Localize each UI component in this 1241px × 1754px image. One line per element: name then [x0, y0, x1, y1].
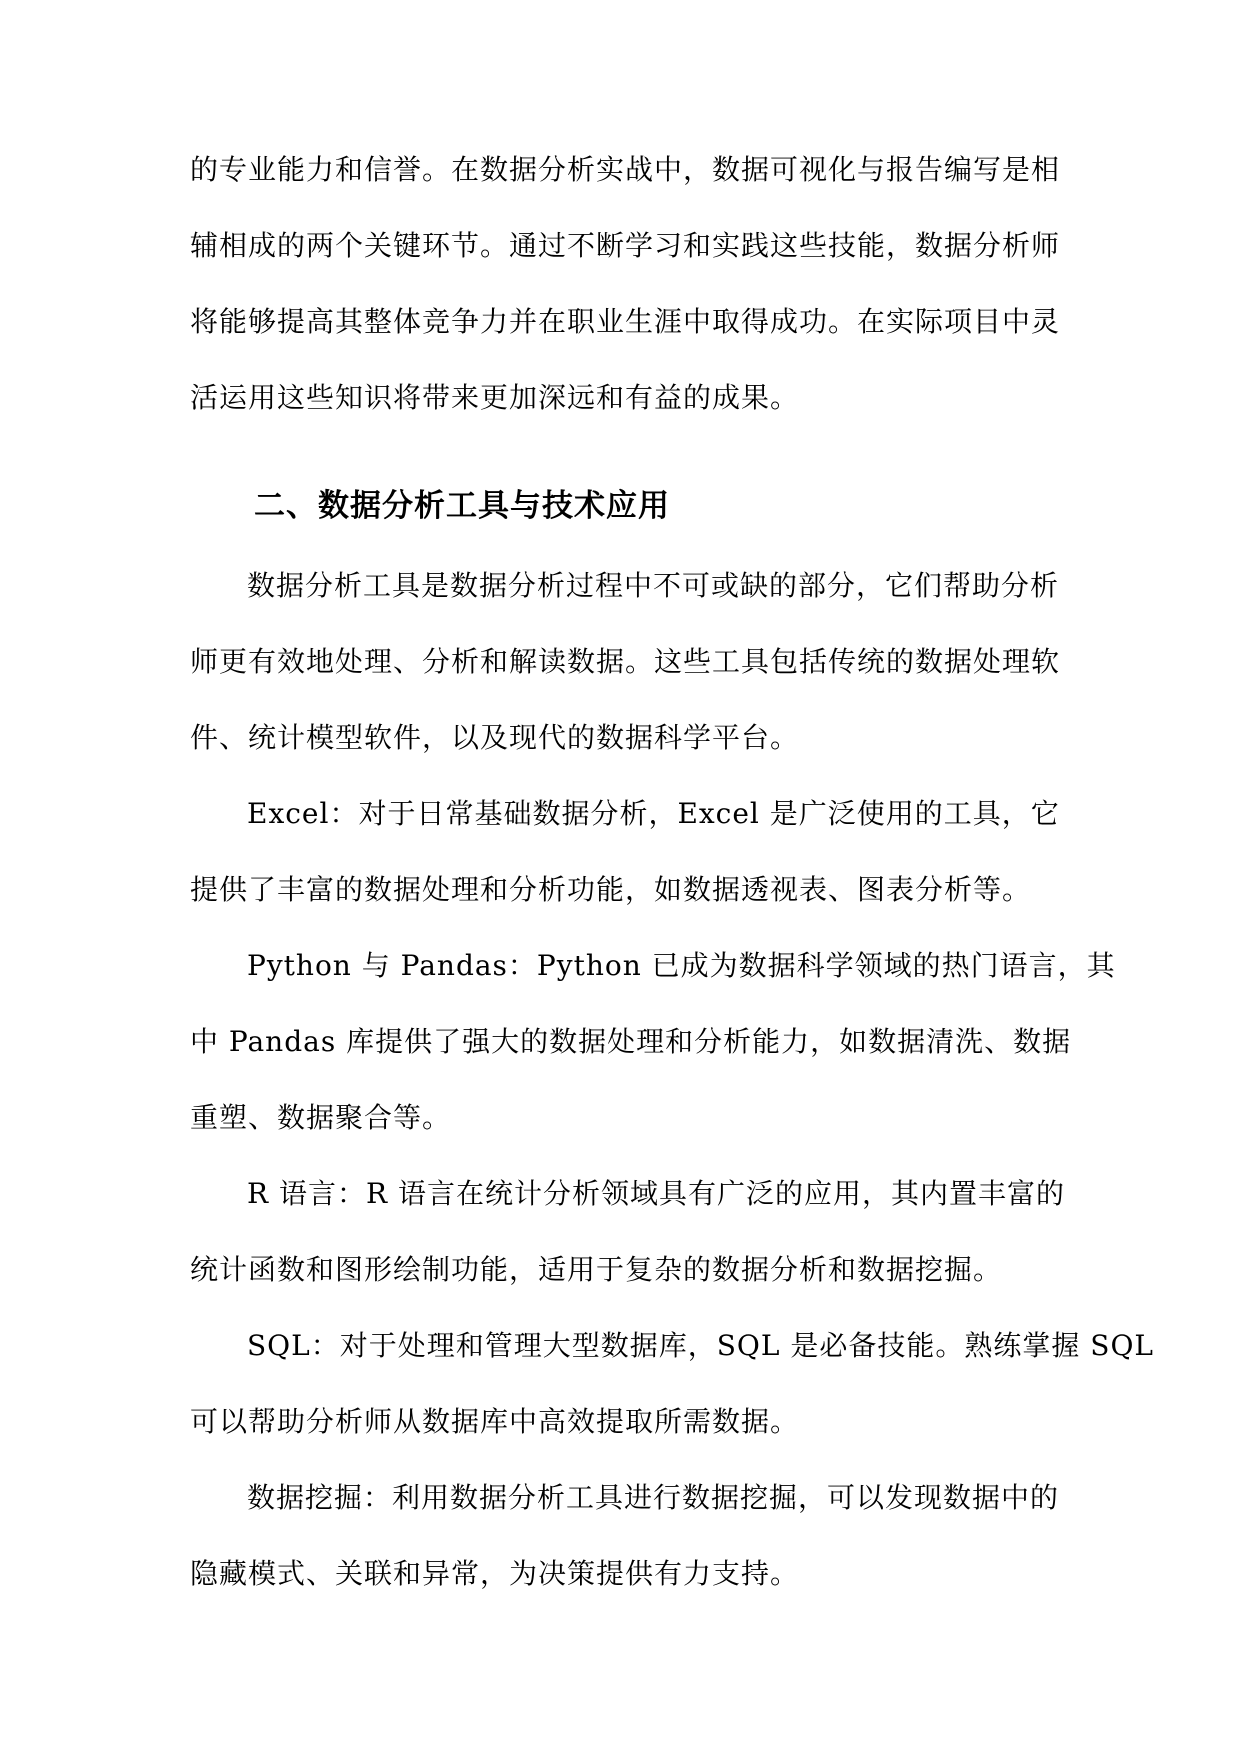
python-line: Python 与 Pandas：Python 已成为数据科学领域的热门语言，其: [247, 949, 1116, 982]
r-language-line: 统计函数和图形绘制功能，适用于复杂的数据分析和数据挖掘。: [190, 1253, 1003, 1286]
excel-line: 提供了丰富的数据处理和分析功能，如数据透视表、图表分析等。: [190, 873, 1032, 906]
r-language-line: R 语言：R 语言在统计分析领域具有广泛的应用，其内置丰富的: [247, 1177, 1065, 1210]
section-heading: 二、数据分析工具与技术应用: [254, 488, 670, 524]
python-line: 重塑、数据聚合等。: [190, 1101, 452, 1134]
intro-line: 件、统计模型软件，以及现代的数据科学平台。: [190, 721, 800, 754]
intro-line: 数据分析工具是数据分析过程中不可或缺的部分，它们帮助分析: [247, 569, 1060, 602]
data-mining-line: 隐藏模式、关联和异常，为决策提供有力支持。: [190, 1557, 800, 1590]
intro-line: 师更有效地处理、分析和解读数据。这些工具包括传统的数据处理软: [190, 645, 1061, 678]
excel-line: Excel：对于日常基础数据分析，Excel 是广泛使用的工具，它: [247, 797, 1060, 830]
sql-line: 可以帮助分析师从数据库中高效提取所需数据。: [190, 1405, 800, 1438]
python-line: 中 Pandas 库提供了强大的数据处理和分析能力，如数据清洗、数据: [190, 1025, 1072, 1058]
data-mining-line: 数据挖掘：利用数据分析工具进行数据挖掘，可以发现数据中的: [247, 1481, 1060, 1514]
paragraph-line: 辅相成的两个关键环节。通过不断学习和实践这些技能，数据分析师: [190, 229, 1061, 262]
paragraph-line: 的专业能力和信誉。在数据分析实战中，数据可视化与报告编写是相: [190, 153, 1061, 186]
sql-line: SQL：对于处理和管理大型数据库，SQL 是必备技能。熟练掌握 SQL: [247, 1329, 1154, 1362]
paragraph-line: 活运用这些知识将带来更加深远和有益的成果。: [190, 381, 800, 414]
paragraph-line: 将能够提高其整体竞争力并在职业生涯中取得成功。在实际项目中灵: [190, 305, 1061, 338]
